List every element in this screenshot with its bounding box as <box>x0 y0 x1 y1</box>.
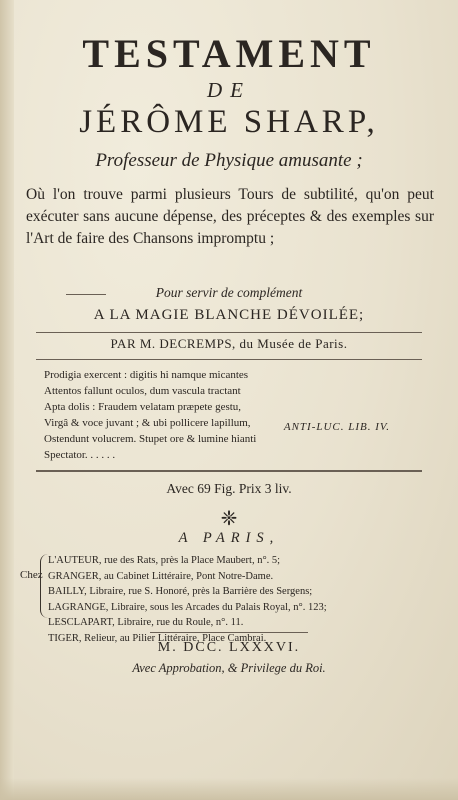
address-line: BAILLY, Libraire, rue S. Honoré, près la Barrière des Sergens; <box>48 586 313 597</box>
verse-reference: ANTI-LUC. LIB. IV. <box>283 421 390 433</box>
address-line: TIGER, Relieur, au Pilier Littéraire, Place Cambrai. <box>48 632 267 644</box>
verse-line: Attentos fallunt oculos, dum vascula tractant <box>44 385 241 397</box>
page-bottom-shadow <box>0 778 458 800</box>
printer-ornament-icon: ❈ <box>220 508 238 530</box>
approbation-line: Avec Approbation, & Privilege du Roi. <box>132 661 326 675</box>
address-line: LESCLAPART, Libraire, rue du Roule, n°. 11. <box>48 617 244 628</box>
verse-line: Prodigia exercent : digitis hi namque micantes <box>44 369 249 381</box>
divider-bottom <box>150 632 308 633</box>
title-testament: TESTAMENT <box>82 31 376 76</box>
city-paris: A PARIS, <box>178 530 280 546</box>
complement-line: Pour servir de complément <box>155 285 303 300</box>
chez-label: Chez <box>20 569 43 581</box>
divider-top <box>36 332 422 333</box>
verse-line: Ostendunt volucrem. Stupet ore & lumine hianti <box>44 433 257 445</box>
magie-blanche-line: A LA MAGIE BLANCHE DÉVOILÉE; <box>93 307 365 323</box>
divider-mid <box>36 359 422 360</box>
verse-line: Spectator. . . . . . <box>44 449 116 461</box>
latin-verse <box>44 367 414 463</box>
divider-double <box>36 470 422 472</box>
verse-line: Virgâ & voce juvant ; & ubi pollicere lapillum, <box>44 417 251 429</box>
verse-line: Apta dolis : Fraudem velatam præpete gestu, <box>44 401 242 413</box>
figures-price-line: Avec 69 Fig. Prix 3 liv. <box>166 481 292 496</box>
address-line: L'AUTEUR, rue des Rats, près la Place Maubert, n°. 5; <box>48 555 281 566</box>
publication-date: M. DCC. LXXXVI. <box>157 640 301 655</box>
author-credit-line: PAR M. DECREMPS, du Musée de Paris. <box>110 336 348 351</box>
description-paragraph: Où l'on trouve parmi plusieurs Tours de subtilité, qu'on peut exécuter sans aucune dépense, des préceptes & des exemples sur l'Art de faire des Chansons impromptu ; <box>26 186 434 247</box>
title-author-name: JÉRÔME SHARP, <box>79 104 379 140</box>
subtitle-profession: Professeur de Physique amusante ; <box>95 150 363 171</box>
title-de: DE <box>207 78 251 102</box>
address-line: LAGRANGE, Libraire, sous les Arcades du Palais Royal, n°. 123; <box>48 601 327 613</box>
address-line: GRANGER, au Cabinet Littéraire, Pont Notre-Dame. <box>48 570 274 582</box>
